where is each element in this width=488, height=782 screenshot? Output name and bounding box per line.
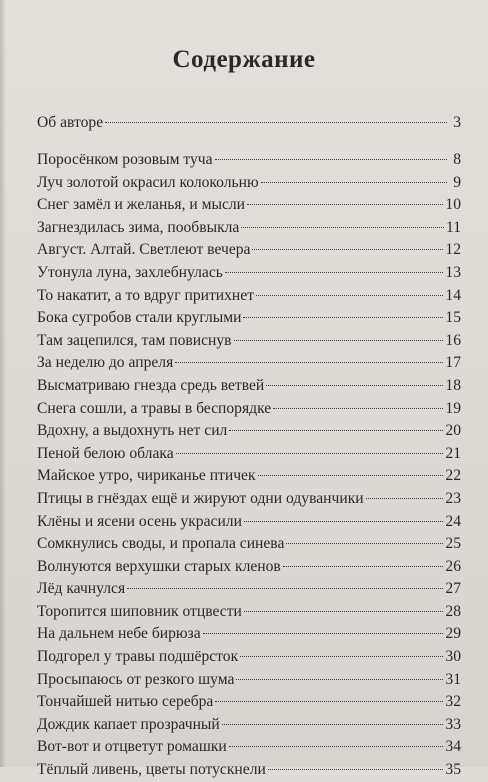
dot-leader <box>234 340 444 341</box>
toc-entry-page: 18 <box>445 376 461 394</box>
toc-entry-page: 27 <box>445 580 461 598</box>
toc-entry-page: 9 <box>453 173 461 191</box>
dot-leader <box>105 122 447 123</box>
toc-entry <box>37 601 461 624</box>
dot-leader <box>176 453 444 454</box>
dot-leader <box>247 204 443 205</box>
toc-entry-page: 35 <box>445 761 461 779</box>
toc-entry-page: 31 <box>445 670 461 688</box>
dot-leader <box>225 272 444 273</box>
toc-entry-title: За неделю до апреля <box>37 354 174 372</box>
dot-leader <box>244 611 444 612</box>
toc-entry <box>37 556 461 579</box>
toc-entry <box>37 398 461 421</box>
toc-entry-page: 28 <box>445 602 461 620</box>
toc-entry <box>37 239 461 262</box>
toc-entry <box>37 307 461 330</box>
toc-entry <box>37 511 461 534</box>
toc-entry-title: Август. Алтай. Светлеют вечера <box>37 241 251 259</box>
toc-entry-title: Птицы в гнёздах ещё и жируют одни одуванчики <box>37 489 364 507</box>
toc-entry <box>37 443 461 466</box>
dot-leader <box>261 182 447 183</box>
toc-entry-page: 14 <box>445 286 461 304</box>
toc-entry-title: Тончайшей нитью серебра <box>37 693 214 711</box>
page-title: Содержание <box>172 46 316 73</box>
toc-entry-page: 11 <box>445 218 461 236</box>
toc-entry-page: 25 <box>445 535 461 553</box>
toc-entry-title: Майское утро, чириканье птичек <box>37 467 256 485</box>
toc-entry-title: Подгорел у травы подшёрсток <box>37 648 239 666</box>
toc-entry-title: Клёны и ясени осень украсили <box>37 512 242 530</box>
dot-leader <box>252 249 443 250</box>
dot-leader <box>240 656 443 657</box>
toc-entry-page: 19 <box>445 399 461 417</box>
toc-entry-page: 10 <box>445 196 461 214</box>
toc-entry <box>37 533 461 556</box>
toc-entry-title: Просыпаюсь от резкого шума <box>37 670 235 688</box>
toc-entry <box>37 352 461 375</box>
dot-leader <box>215 701 443 702</box>
dot-leader <box>256 295 443 296</box>
toc-entry <box>37 375 461 398</box>
toc-entry-page: 32 <box>445 693 461 711</box>
toc-entry-page: 34 <box>445 738 461 756</box>
toc-entry-title: Сомкнулись своды, и пропала синева <box>37 535 285 553</box>
dot-leader <box>268 769 444 770</box>
toc-list <box>37 149 461 782</box>
toc-entry <box>37 112 461 135</box>
toc-entry-title: Торопится шиповник отцвести <box>37 602 242 620</box>
toc-entry-page: 20 <box>445 422 461 440</box>
dot-leader <box>273 408 443 409</box>
toc-entry-title: Бока сугробов стали круглыми <box>37 309 242 327</box>
toc-entry <box>37 172 461 195</box>
toc-entry-title: Об авторе <box>37 114 104 131</box>
toc-entry-title: Высматриваю гнезда средь ветвей <box>37 376 265 394</box>
toc-entry-page: 33 <box>445 715 461 733</box>
toc-entry-title: Вот-вот и отцветут ромашки <box>37 738 227 756</box>
toc-entry-title: На дальнем небе бирюза <box>37 625 201 643</box>
toc-entry <box>37 488 461 511</box>
toc-entry <box>37 420 461 443</box>
toc-entry-title: Поросёнком розовым туча <box>37 151 213 168</box>
toc-entry <box>37 465 461 488</box>
dot-leader <box>222 724 444 725</box>
toc-entry-title: Там зацепился, там повиснув <box>37 331 232 349</box>
toc-entry <box>37 578 461 601</box>
toc-entry-page: 17 <box>445 354 461 372</box>
toc-entry <box>37 669 461 692</box>
toc-entry-title: Загнездилась зима, пообвыкла <box>37 218 240 236</box>
toc-entry-title: То накатит, а то вдруг притихнет <box>37 286 255 304</box>
dot-leader <box>175 362 443 363</box>
dot-leader <box>241 227 444 228</box>
toc-entry-title: Волнуются верхушки старых кленов <box>37 557 281 575</box>
dot-leader <box>283 566 444 567</box>
dot-leader <box>243 317 443 318</box>
toc-entry-title: Вдохну, а выдохнуть нет сил <box>37 422 228 440</box>
toc-entry-title: Утонула луна, захлебнулась <box>37 263 223 281</box>
toc-entry-page: 30 <box>445 648 461 666</box>
toc-entry-page: 13 <box>445 263 461 281</box>
toc-entry-page: 26 <box>445 557 461 575</box>
toc-entry-page: 23 <box>445 489 461 507</box>
toc-entry-title: Лёд качнулся <box>37 580 126 598</box>
toc-entry-title: Снег замёл и желанья, и мысли <box>37 196 246 214</box>
toc-entry <box>37 330 461 353</box>
dot-leader <box>266 385 443 386</box>
toc-entry-page: 22 <box>445 467 461 485</box>
toc-entry <box>37 194 461 217</box>
toc-entry <box>37 217 461 240</box>
toc-entry-page: 16 <box>445 331 461 349</box>
dot-leader <box>229 430 443 431</box>
toc-entry-page: 3 <box>453 114 461 131</box>
toc-entry <box>37 691 461 714</box>
dot-leader <box>258 475 444 476</box>
toc-entry-page: 21 <box>445 444 461 462</box>
toc-entry-title: Луч золотой окрасил колокольню <box>37 173 259 191</box>
toc-entry <box>37 646 461 669</box>
toc-entry <box>37 149 461 172</box>
dot-leader <box>215 159 447 160</box>
toc-entry <box>37 736 461 759</box>
toc-list-intro <box>37 112 461 135</box>
toc-entry-title: Пеной белою облака <box>37 444 174 462</box>
toc-entry <box>37 714 461 737</box>
toc-entry-title: Снега сошли, а травы в беспорядке <box>37 399 272 417</box>
toc-entry-page: 29 <box>445 625 461 643</box>
toc-entry <box>37 262 461 285</box>
toc-entry-page: 24 <box>445 512 461 530</box>
dot-leader <box>286 543 443 544</box>
toc-entry-page: 8 <box>453 151 461 168</box>
dot-leader <box>229 746 444 747</box>
dot-leader <box>127 588 443 589</box>
dot-leader <box>244 521 443 522</box>
dot-leader <box>366 498 444 499</box>
toc-entry-title: Тёплый ливень, цветы потускнели <box>37 761 266 779</box>
toc-entry-title: Дождик капает прозрачный <box>37 715 220 733</box>
dot-leader <box>203 633 444 634</box>
toc-entry-page: 15 <box>445 309 461 327</box>
toc-entry-page: 12 <box>445 241 461 259</box>
dot-leader <box>236 679 443 680</box>
toc-entry <box>37 285 461 308</box>
toc-entry <box>37 759 461 782</box>
toc-entry <box>37 623 461 646</box>
